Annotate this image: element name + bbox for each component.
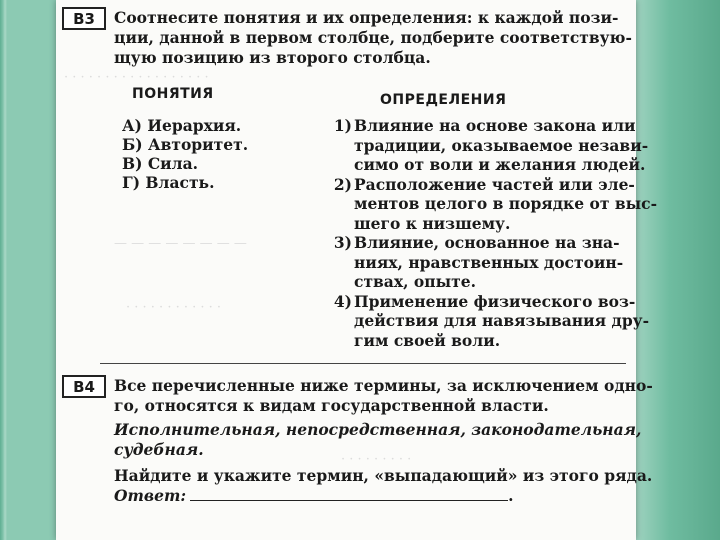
definition-line: традиции, оказываемое незави- [354,135,649,155]
answer-row [114,486,513,506]
task-number-badge: В3 [62,7,106,30]
definition-item [296,233,636,292]
definitions-header: ОПРЕДЕЛЕНИЯ [380,92,507,108]
definition-item [296,291,650,351]
terms-line: Исполнительная, непосредственная, законодательная, [114,420,642,439]
bleed-through-text: · · · · · · · · · [341,452,412,467]
worksheet-page [56,0,658,540]
answer-blank-line[interactable] [190,488,508,501]
definition-item [296,116,649,175]
task-instruction: Найдите и укажите термин, «выпадающий» из этого ряда. [114,466,653,485]
definition-line: Влияние на основе закона или [354,116,636,135]
definition-number: 4) [333,291,352,311]
task-question [114,8,632,68]
concepts-header: ПОНЯТИЯ [132,86,214,102]
definition-line: Применение физического воз- [354,291,636,311]
definition-line: ментов целого в порядке от выс- [354,194,658,213]
definition-line: действия для навязывания дру- [354,311,650,330]
definition-line: симо от воли и желания людей. [354,155,646,174]
task-number-badge: В4 [62,375,106,398]
bleed-through-text: · · · · · · · · · · · · · · · · · · [64,70,209,85]
definitions-list [296,116,658,350]
definition-line: Расположение частей или эле- [354,174,635,194]
question-line: Соотнесите понятия и их определения: к каждой пози- [114,8,619,27]
bleed-through-text: · · · · · · · · · · · · [126,300,222,315]
bleed-through-text: — — — — — — — — [114,236,247,251]
concept-item: Г) Власть. [122,173,215,192]
question-line: Все перечисленные ниже термины, за исключением одно- [114,376,653,395]
definition-item [296,174,658,234]
definition-line: ствах, опыте. [354,272,476,291]
concepts-list [122,116,248,192]
task-question [114,376,653,416]
definition-number: 2) [333,174,352,194]
definition-line: ниях, нравственных достоин- [354,252,624,272]
question-line: ции, данной в первом столбце, подберите соответствую- [114,28,632,47]
concept-item: А) Иерархия. [122,116,242,135]
answer-end: . [508,486,514,505]
definition-number: 3) [333,233,352,252]
definition-line: Влияние, основанное на зна- [354,233,620,252]
definition-number: 1) [333,116,352,135]
concept-item: В) Сила. [122,154,199,173]
question-line: го, относятся к видам государственной власти. [114,396,549,415]
terms-line: судебная. [114,440,204,459]
terms-list [114,420,641,460]
question-line: щую позицию из второго столбца. [114,48,431,67]
definition-line: шего к низшему. [354,213,511,233]
answer-label: Ответ: [114,486,187,505]
concept-item: Б) Авторитет. [122,135,249,154]
definition-line: гим своей воли. [354,330,501,350]
section-divider [100,363,626,364]
